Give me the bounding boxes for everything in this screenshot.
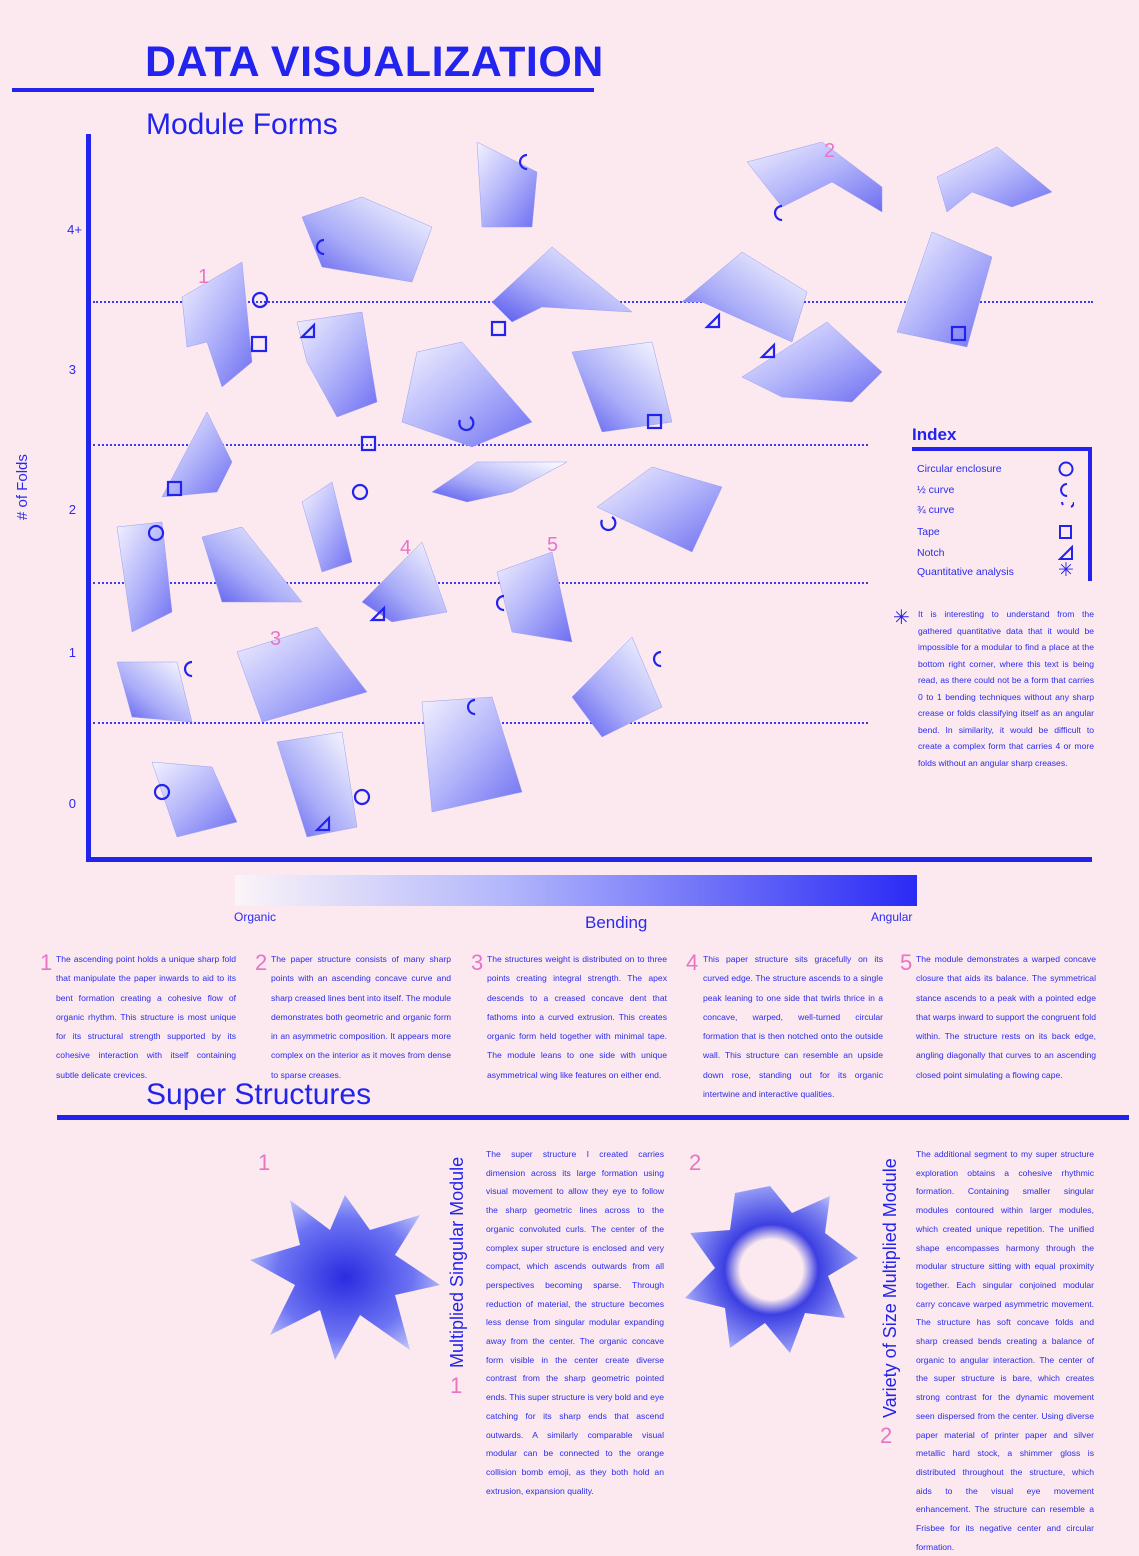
page-title: DATA VISUALIZATION bbox=[145, 38, 604, 86]
tape-icon bbox=[362, 437, 375, 450]
paper-module bbox=[477, 142, 537, 227]
tape-icon bbox=[1058, 524, 1074, 540]
circle-icon bbox=[1058, 461, 1074, 477]
super-structure-side-number: 2 bbox=[880, 1423, 893, 1448]
index-rule-vertical bbox=[1088, 447, 1092, 581]
paper-module bbox=[432, 462, 567, 502]
paper-module bbox=[937, 147, 1052, 212]
index-label: Quantitative analysis bbox=[917, 566, 1014, 578]
module-description: The paper structure consists of many sharp points with an ascending concave curve and sharp creased lines bent into itself. The module demonstrates both geometric and organic form in an asymmetric composition. It appears more complex on the interior as it moves from dense to sparse creases. bbox=[271, 954, 451, 1080]
super-structure-number: 2 bbox=[689, 1150, 702, 1175]
module-description: This paper structure sits gracefully on its curved edge. The structure ascends to a single peak leaning to one side that twirls thrice in a concave, warped, well-turned circular formation that is then notched onto the outside wall. This structure can resemble an upside down rose, standing out for its organic intertwine and interactive qualities. bbox=[703, 954, 883, 1100]
notch-icon bbox=[707, 315, 719, 327]
desc-number: 5 bbox=[900, 950, 913, 975]
paper-module bbox=[117, 522, 172, 632]
circle-icon bbox=[355, 790, 369, 804]
x-axis bbox=[86, 857, 1092, 862]
paper-module bbox=[897, 232, 992, 347]
half-curve-icon bbox=[185, 662, 192, 676]
super-structure-image bbox=[680, 1178, 860, 1358]
three-quarter-curve-icon bbox=[1058, 502, 1074, 518]
index-legend bbox=[912, 425, 1092, 581]
super-structure-description: The additional segment to my super structure exploration obtains a cohesive rhythmic formation. Containing smaller singular modules contoured within larger modules, which created unique repetition. The unified shape encompasses harmony through the modular structure sitting with equal proximity together. Each singular conjoined modular carry concave warped asymmetric movement. The structure has soft concave folds and sharp creased bends creating a balance of organic to angular interaction. The center of the super structure is bare, which creates strong contrast for the dynamic movement seen dispersed from the center. Using diverse paper material of printer paper and silver metallic hard stock, a shimmer gloss is distributed throughout the structure, which aids to the visual eye movement enhancement. The structure can resemble a Frisbee for its negative center and circular formation. bbox=[916, 1149, 1094, 1552]
index-title: Index bbox=[912, 425, 957, 444]
y-tick-label: 0 bbox=[68, 796, 76, 811]
super-structure-number: 1 bbox=[258, 1150, 271, 1175]
module-description: The structures weight is distributed on to three points creating integral strength. The apex descends to a creased concave dent that fathoms into a curved extrusion. This creates organic form held together with minimal tape. The module leans to one side with unique asymmetrical wing like features on either end. bbox=[487, 954, 667, 1080]
y-axis-label: # of Folds bbox=[14, 454, 31, 520]
y-tick-label: 2 bbox=[68, 502, 76, 517]
paper-module bbox=[277, 732, 357, 837]
super-structure-label: Multiplied Singular Module bbox=[447, 1156, 467, 1368]
paper-module bbox=[742, 322, 882, 402]
y-tick-label: 3 bbox=[68, 362, 76, 377]
notch-icon bbox=[1058, 545, 1074, 561]
half-curve-icon bbox=[497, 596, 504, 610]
module-description: The module demonstrates a warped concave closure that aids its balance. The symmetrical stance ascends to a peak with a pointed edge that warps inward to support the congruent fold within. The structure rests on its back edge, angling diagonally that curves to an ascending closed point simulating a flowing cape. bbox=[916, 954, 1096, 1080]
asterisk-icon: ✳ bbox=[1058, 560, 1074, 581]
paper-module bbox=[682, 252, 807, 342]
module-number: 3 bbox=[270, 628, 282, 650]
super-structure-label: Variety of Size Multiplied Module bbox=[880, 1158, 900, 1418]
half-curve-icon bbox=[775, 206, 782, 220]
x-scale-label-organic: Organic bbox=[234, 910, 277, 924]
chart-title: Module Forms bbox=[146, 108, 338, 141]
tape-icon bbox=[252, 337, 266, 351]
desc-number: 4 bbox=[686, 950, 699, 975]
paper-module bbox=[572, 637, 662, 737]
paper-module bbox=[302, 482, 352, 572]
super-structure-image bbox=[245, 1185, 445, 1365]
paper-module bbox=[402, 342, 532, 447]
x-scale-label-angular: Angular bbox=[871, 910, 913, 924]
desc-number: 2 bbox=[255, 950, 268, 975]
paper-module bbox=[497, 552, 572, 642]
y-tick-label: 4+ bbox=[67, 222, 82, 237]
paper-module bbox=[747, 142, 882, 212]
index-label: Notch bbox=[917, 547, 945, 559]
paper-module bbox=[182, 262, 252, 387]
section-rule bbox=[57, 1115, 1129, 1120]
index-rule bbox=[912, 447, 1092, 451]
circle-icon bbox=[353, 485, 367, 499]
module-number: 5 bbox=[547, 534, 559, 556]
half-curve-icon bbox=[654, 652, 661, 666]
paper-module bbox=[162, 412, 232, 497]
super-structure-description: The super structure I created carries dimension across its large formation using visual movement to allow they eye to follow the sharp geometric lines across to the organic convoluted curls. The center of the complex super structure is enclosed and very compact, which ascends outwards from all perspectives becoming sparse. Through reduction of material, the structure becomes less dense from singular modular expanding away from the center. The organic concave form visible in the center create diverse contrast from the sharp geometric pointed ends. This super structure is very bold and eye catching for its sharp ends that ascend outwards. A similarly comparable visual modular can be connected to the orange collision bomb emoji, as they both hold an extrusion, expansion quality. bbox=[486, 1149, 665, 1496]
asterisk-icon: ✳ bbox=[893, 607, 910, 629]
module-number: 1 bbox=[198, 266, 210, 288]
paper-module bbox=[597, 467, 722, 552]
x-axis-label: Bending bbox=[585, 913, 648, 932]
super-structure-side-number: 1 bbox=[450, 1373, 463, 1398]
section-title: Super Structures bbox=[146, 1078, 372, 1111]
y-axis bbox=[86, 134, 91, 862]
paper-module bbox=[237, 627, 367, 722]
y-tick-label: 1 bbox=[68, 645, 76, 660]
title-underline bbox=[12, 88, 594, 92]
module-number: 4 bbox=[400, 537, 412, 559]
index-label: Tape bbox=[917, 526, 940, 538]
three-quarter-curve-icon bbox=[601, 517, 615, 530]
bending-gradient-bar bbox=[235, 875, 917, 906]
notch-icon bbox=[762, 345, 774, 357]
index-label: Circular enclosure bbox=[917, 463, 1002, 475]
tape-icon bbox=[492, 322, 505, 335]
circle-icon bbox=[253, 293, 267, 307]
index-label: ¾ curve bbox=[917, 504, 955, 516]
quantitative-note: It is interesting to understand from the gathered quantitative data that it would be impossible for a modular to find a place at the bottom right corner, where this text is being read, as there could not be a form that carries 0 to 1 bending techniques without any sharp crease or folds classifying itself as an angular bend. In similarity, it would be difficult to create a complex form that carries 4 or more folds without an angular sharp creases. bbox=[918, 609, 1094, 768]
paper-module bbox=[117, 662, 192, 722]
half-curve-icon bbox=[1058, 482, 1074, 498]
paper-module bbox=[297, 312, 377, 417]
desc-number: 3 bbox=[471, 950, 484, 975]
index-label: ½ curve bbox=[917, 484, 955, 496]
paper-module bbox=[492, 247, 632, 322]
paper-module bbox=[572, 342, 672, 432]
module-description: The ascending point holds a unique sharp fold that manipulate the paper inwards to aid to its bent formation creating a cohesive flow of organic rhythm. This structure is most unique for its structural strength supported by its cohesive interaction with itself containing subtle delicate crevices. bbox=[56, 954, 236, 1080]
paper-module bbox=[202, 527, 302, 602]
module-number: 2 bbox=[824, 140, 836, 162]
desc-number: 1 bbox=[40, 950, 53, 975]
